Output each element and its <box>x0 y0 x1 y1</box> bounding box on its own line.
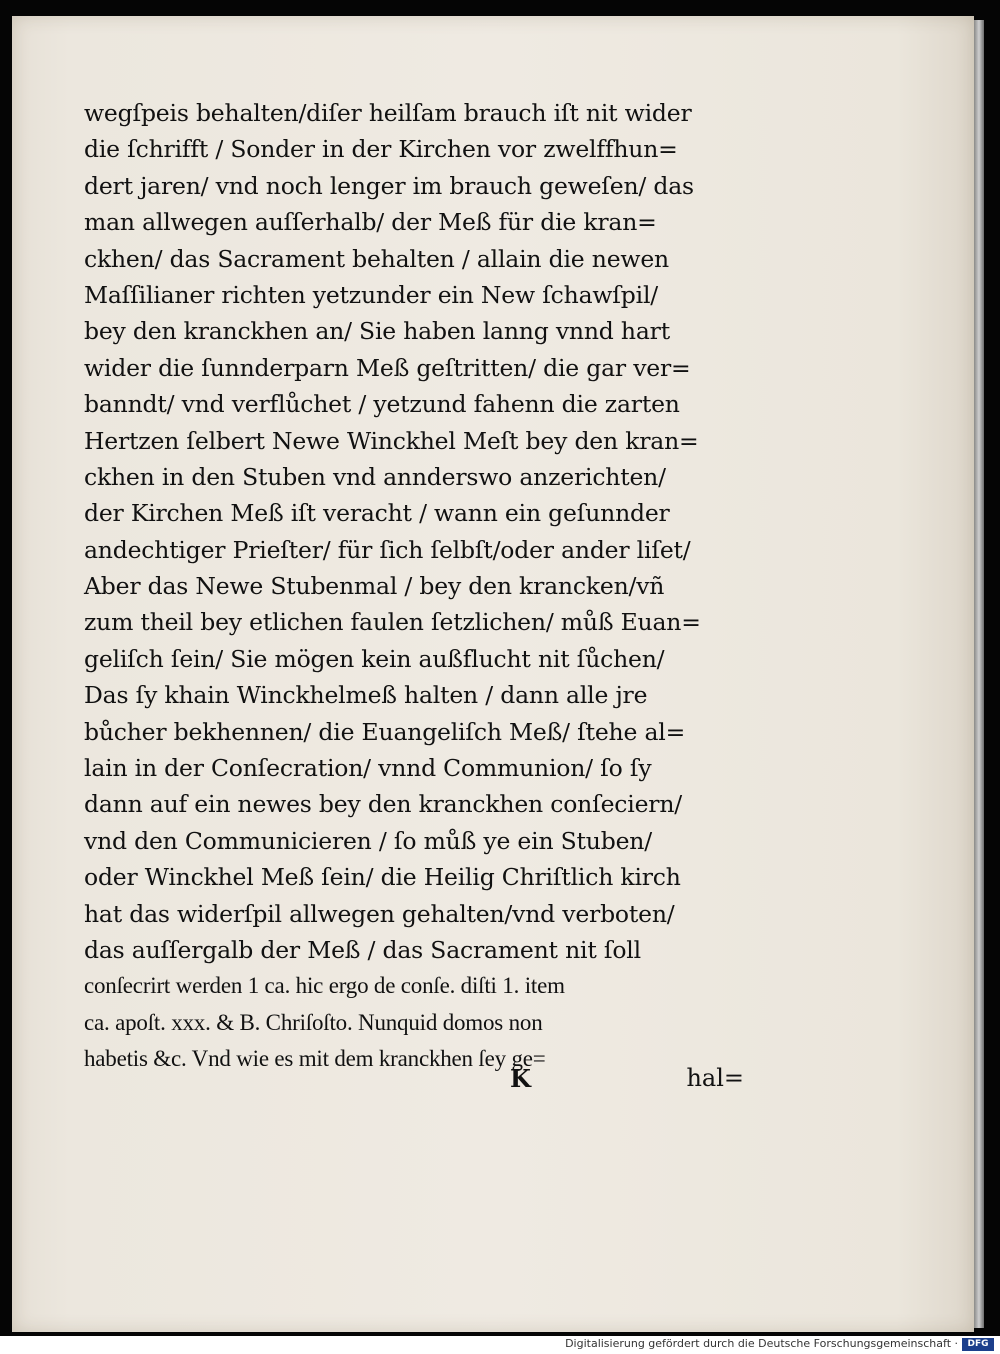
page-footer-marks <box>84 1060 744 1100</box>
text-line: geliſch ſein/ Sie mögen kein außflucht nit ſůchen/ <box>84 644 665 673</box>
signature-mark: K <box>510 1064 531 1093</box>
text-line: Hertzen ſelbert Newe Winckhel Meſt bey den kran= <box>84 426 699 455</box>
digitization-footer <box>0 1336 1000 1354</box>
text-line: habetis &c. Vnd wie es mit dem kranckhen ſey ge= <box>84 1046 546 1072</box>
book-page <box>12 16 974 1332</box>
page-text <box>84 95 784 1078</box>
text-line: Aber das Newe Stubenmal / bey den krancken/vñ <box>84 572 665 601</box>
text-line: das auſſergalb der Meß / das Sacrament nit ſoll <box>84 935 641 964</box>
text-line: banndt/ vnd verflůchet / yetzund fahenn die zarten <box>84 390 680 419</box>
text-line: ckhen in den Stuben vnd annderswo anzerichten/ <box>84 462 666 491</box>
text-line: conſecrirt werden 1 ca. hic ergo de conſe. diſti 1. item <box>84 973 565 999</box>
text-line: dert jaren/ vnd noch lenger im brauch geweſen/ das <box>84 171 694 200</box>
catchword: hal= <box>686 1064 744 1092</box>
text-line: die ſchrifft / Sonder in der Kirchen vor zwelffhun= <box>84 135 678 164</box>
page-edge <box>974 20 984 1328</box>
text-line: andechtiger Prieſter/ für ſich ſelbſt/oder ander liſet/ <box>84 535 691 564</box>
text-line: Maſſilianer richten yetzunder ein New ſchawſpil/ <box>84 280 658 309</box>
text-line: hat das widerſpil allwegen gehalten/vnd verboten/ <box>84 899 675 928</box>
text-line: wider die ſunnderparn Meß geſtritten/ die gar ver= <box>84 353 691 382</box>
text-line: man allwegen auſſerhalb/ der Meß für die kran= <box>84 208 657 237</box>
text-line: zum theil bey etlichen faulen ſetzlichen/ můß Euan= <box>84 608 701 637</box>
text-line: vnd den Communicieren / ſo můß ye ein Stuben/ <box>84 826 652 855</box>
text-line: oder Winckhel Meß ſein/ die Heilig Chriſtlich kirch <box>84 863 681 892</box>
text-line: der Kirchen Meß iſt veracht / wann ein geſunnder <box>84 499 670 528</box>
text-line: dann auf ein newes bey den kranckhen conſeciern/ <box>84 790 682 819</box>
text-line: ca. apoſt. xxx. & B. Chriſoſto. Nunquid domos non <box>84 1009 543 1035</box>
text-line: bůcher bekhennen/ die Euangeliſch Meß/ ſtehe al= <box>84 717 686 746</box>
text-line: Das ſy khain Winckhelmeß halten / dann alle jre <box>84 681 648 710</box>
text-line: lain in der Conſecration/ vnnd Communion/ ſo ſy <box>84 754 652 783</box>
dfg-logo-icon: DFG <box>962 1338 994 1351</box>
text-line: wegſpeis behalten/diſer heilſam brauch iſt nit wider <box>84 99 692 127</box>
text-line: bey den kranckhen an/ Sie haben lanng vnnd hart <box>84 317 670 346</box>
text-line: ckhen/ das Sacrament behalten / allain die newen <box>84 244 669 273</box>
footer-credit: Digitalisierung gefördert durch die Deutsche Forschungsgemeinschaft · <box>565 1337 958 1350</box>
